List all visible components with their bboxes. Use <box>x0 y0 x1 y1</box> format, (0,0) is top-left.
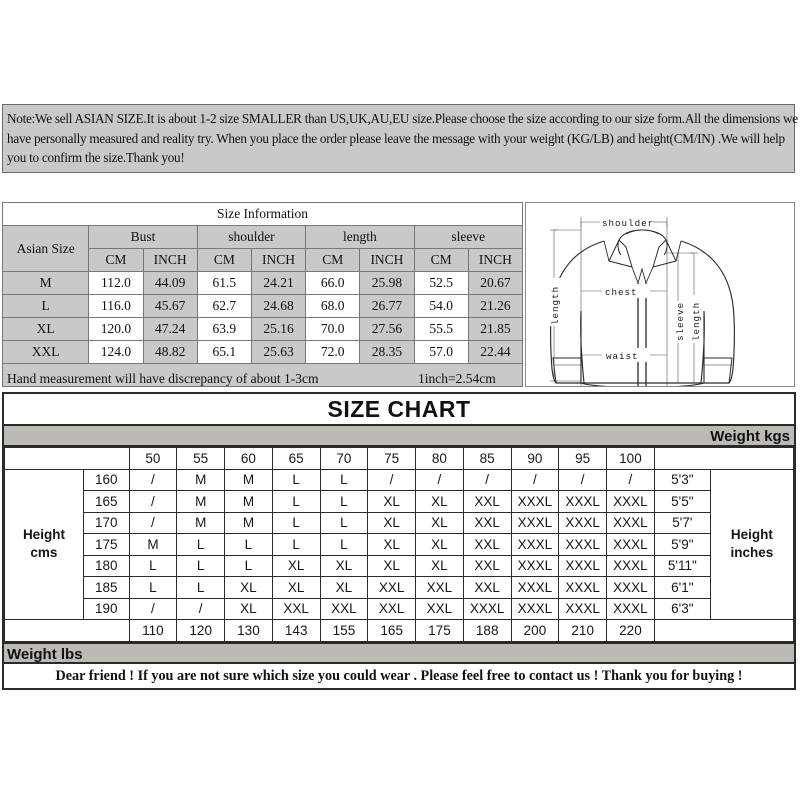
diagram-label-sleeve-length: length <box>691 301 702 341</box>
size-recommendation-cell: XXL <box>463 491 511 513</box>
unit-header-shoulder-inch: INCH <box>251 249 305 272</box>
size-recommendation-cell: M <box>225 469 273 491</box>
size-chart-section <box>2 392 796 690</box>
size-chart-row <box>5 555 794 577</box>
size-recommendation-cell: M <box>225 491 273 513</box>
measurement-cell: 21.85 <box>468 318 522 341</box>
size-recommendation-cell: M <box>177 491 225 513</box>
height-cm-cell: 185 <box>83 577 129 599</box>
size-chart-row <box>5 469 794 491</box>
measurement-cell: 52.5 <box>414 272 468 295</box>
unit-header-bust-inch: INCH <box>143 249 197 272</box>
weight-lb-footer-row <box>5 620 794 642</box>
size-recommendation-cell: L <box>272 469 320 491</box>
size-recommendation-cell: L <box>320 534 368 556</box>
size-information-row <box>3 318 523 341</box>
size-recommendation-cell: / <box>129 598 177 620</box>
asian-size-corner-header: Asian Size <box>3 226 89 272</box>
measurement-cell: 61.5 <box>197 272 251 295</box>
size-recommendation-cell: L <box>272 512 320 534</box>
size-recommendation-cell: XXXL <box>511 534 559 556</box>
size-information-footnote <box>3 364 523 387</box>
size-chart-row <box>5 491 794 513</box>
grid-header-corner-left <box>5 448 130 470</box>
size-recommendation-cell: XL <box>368 512 416 534</box>
size-recommendation-cell: XXXL <box>511 598 559 620</box>
size-recommendation-cell: M <box>129 534 177 556</box>
size-information-row <box>3 341 523 364</box>
size-chart-row <box>5 598 794 620</box>
weight-lb-footer-cell: 143 <box>272 620 320 642</box>
group-header-bust: Bust <box>89 226 197 249</box>
measurement-cell: 66.0 <box>306 272 360 295</box>
weight-lb-footer-cell: 210 <box>559 620 607 642</box>
size-recommendation-cell: XL <box>416 534 464 556</box>
size-information-group-header-row <box>3 226 523 249</box>
size-recommendation-cell: XL <box>225 577 273 599</box>
height-cm-cell: 170 <box>83 512 129 534</box>
note-line-1 <box>7 109 798 129</box>
size-information-title-row <box>3 203 523 226</box>
group-header-length: length <box>306 226 414 249</box>
size-label-cell: XL <box>3 318 89 341</box>
height-inches-cell: 5'7' <box>654 512 710 534</box>
measurement-cell: 47.24 <box>143 318 197 341</box>
measurement-cell: 63.9 <box>197 318 251 341</box>
size-recommendation-cell: L <box>272 491 320 513</box>
size-recommendation-cell: XXXL <box>607 512 655 534</box>
size-recommendation-cell: XXXL <box>511 577 559 599</box>
measurement-cell: 65.1 <box>197 341 251 364</box>
size-recommendation-cell: XXXL <box>607 555 655 577</box>
measurement-cell: 120.0 <box>89 318 143 341</box>
measurement-cell: 20.67 <box>468 272 522 295</box>
height-cm-cell: 180 <box>83 555 129 577</box>
measurement-cell: 25.16 <box>251 318 305 341</box>
size-recommendation-cell: / <box>177 598 225 620</box>
unit-header-length-cm: CM <box>306 249 360 272</box>
weight-kg-header-cell: 60 <box>225 448 273 470</box>
size-recommendation-cell: / <box>559 469 607 491</box>
size-recommendation-cell: XXXL <box>511 491 559 513</box>
unit-header-sleeve-cm: CM <box>414 249 468 272</box>
size-recommendation-cell: XXXL <box>559 491 607 513</box>
size-information-row <box>3 295 523 318</box>
height-inches-label-line-2: inches <box>730 545 774 561</box>
size-chart-row <box>5 534 794 556</box>
size-recommendation-cell: XXXL <box>607 577 655 599</box>
size-recommendation-cell: L <box>320 512 368 534</box>
size-recommendation-cell: M <box>177 512 225 534</box>
size-recommendation-cell: XXXL <box>559 555 607 577</box>
size-recommendation-cell: XXXL <box>559 512 607 534</box>
weight-lb-footer-cell: 220 <box>607 620 655 642</box>
unit-header-length-inch: INCH <box>360 249 414 272</box>
weight-kg-header-cell: 65 <box>272 448 320 470</box>
diagram-label-length: length <box>550 285 561 325</box>
size-recommendation-cell: / <box>463 469 511 491</box>
size-recommendation-cell: XXXL <box>463 598 511 620</box>
size-recommendation-cell: XL <box>368 491 416 513</box>
measurement-cell: 70.0 <box>306 318 360 341</box>
size-chart-row <box>5 512 794 534</box>
height-cms-side-label <box>5 469 84 620</box>
weight-kg-header-cell: 95 <box>559 448 607 470</box>
measurement-cell: 27.56 <box>360 318 414 341</box>
size-information-table <box>2 202 523 387</box>
size-recommendation-cell: XL <box>416 555 464 577</box>
size-recommendation-cell: L <box>129 577 177 599</box>
size-recommendation-cell: XL <box>320 555 368 577</box>
measurement-cell: 45.67 <box>143 295 197 318</box>
size-recommendation-cell: XL <box>225 598 273 620</box>
height-inches-cell: 6'3" <box>654 598 710 620</box>
weight-lbs-band-label: Weight lbs <box>4 642 794 664</box>
grid-header-corner-right <box>654 448 793 470</box>
size-recommendation-cell: XXXL <box>607 491 655 513</box>
size-recommendation-cell: / <box>607 469 655 491</box>
size-recommendation-cell: M <box>225 512 273 534</box>
size-recommendation-cell: / <box>129 469 177 491</box>
diagram-label-chest: chest <box>605 287 638 298</box>
grid-footer-corner-right <box>654 620 793 642</box>
size-recommendation-cell: XXL <box>368 598 416 620</box>
group-header-shoulder: shoulder <box>197 226 305 249</box>
unit-header-shoulder-cm: CM <box>197 249 251 272</box>
shirt-diagram-svg <box>526 203 794 386</box>
size-recommendation-cell: / <box>368 469 416 491</box>
note-line-1-part-a: Note:We sell ASIAN SIZE.It is about 1-2 size SMALLER than US,UK,AU,EU size.Please choose the size according to our size <box>7 111 655 126</box>
measurement-cell: 62.7 <box>197 295 251 318</box>
weight-kgs-band-label: Weight kgs <box>4 426 794 447</box>
size-recommendation-cell: XL <box>416 512 464 534</box>
measurement-cell: 57.0 <box>414 341 468 364</box>
measurement-cell: 72.0 <box>306 341 360 364</box>
weight-kg-header-row <box>5 448 794 470</box>
size-recommendation-cell: L <box>177 577 225 599</box>
diagram-label-sleeve: sleeve <box>675 301 686 341</box>
size-recommendation-cell: XXL <box>272 598 320 620</box>
size-information-table-wrapper <box>2 202 523 387</box>
measurement-cell: 68.0 <box>306 295 360 318</box>
size-recommendation-cell: XXXL <box>511 555 559 577</box>
measurement-cell: 28.35 <box>360 341 414 364</box>
weight-kg-header-cell: 70 <box>320 448 368 470</box>
shirt-measurement-diagram <box>525 202 795 387</box>
size-recommendation-cell: M <box>177 469 225 491</box>
size-recommendation-cell: XXXL <box>607 534 655 556</box>
height-inches-side-label <box>710 469 793 620</box>
weight-lb-footer-cell: 155 <box>320 620 368 642</box>
note-line-1-part-b: form.All the dimensions we <box>657 111 798 126</box>
size-recommendation-cell: / <box>416 469 464 491</box>
note-line-2 <box>7 129 792 149</box>
height-cms-label-line-2: cms <box>30 545 58 561</box>
height-cm-cell: 190 <box>83 598 129 620</box>
height-inches-cell: 5'9" <box>654 534 710 556</box>
weight-lb-footer-cell: 188 <box>463 620 511 642</box>
measurement-cell: 55.5 <box>414 318 468 341</box>
measurement-cell: 48.82 <box>143 341 197 364</box>
size-chart-row <box>5 577 794 599</box>
contact-footer-message: Dear friend ! If you are not sure which size you could wear . Please feel free to contact us ! Thank you for buying ! <box>4 664 794 688</box>
measurement-cell: 112.0 <box>89 272 143 295</box>
size-recommendation-cell: XL <box>368 534 416 556</box>
asian-size-note-block <box>2 104 798 173</box>
measurement-cell: 25.63 <box>251 341 305 364</box>
size-recommendation-cell: XL <box>272 577 320 599</box>
measurement-cell: 44.09 <box>143 272 197 295</box>
weight-lb-footer-cell: 120 <box>177 620 225 642</box>
size-recommendation-cell: L <box>320 491 368 513</box>
size-recommendation-cell: / <box>511 469 559 491</box>
size-recommendation-cell: L <box>272 534 320 556</box>
measurement-cell: 54.0 <box>414 295 468 318</box>
measurement-cell: 21.26 <box>468 295 522 318</box>
note-line-2-part-b: height(CM/IN) .We will help <box>638 130 785 146</box>
diagram-label-waist: waist <box>606 351 639 362</box>
height-inches-cell: 5'11" <box>654 555 710 577</box>
size-label-cell: L <box>3 295 89 318</box>
weight-lb-footer-cell: 200 <box>511 620 559 642</box>
size-information-footnote-row <box>3 364 523 387</box>
measurement-cell: 22.44 <box>468 341 522 364</box>
size-recommendation-cell: XL <box>272 555 320 577</box>
weight-lb-footer-cell: 165 <box>368 620 416 642</box>
size-label-cell: XXL <box>3 341 89 364</box>
height-inches-label-line-1: Height <box>730 527 773 543</box>
footnote-inch-conversion: 1inch=2.54cm <box>418 371 496 386</box>
size-recommendation-cell: L <box>225 534 273 556</box>
weight-lb-footer-cell: 130 <box>225 620 273 642</box>
weight-kg-header-cell: 55 <box>177 448 225 470</box>
size-recommendation-cell: XXL <box>463 534 511 556</box>
height-cm-cell: 165 <box>83 491 129 513</box>
size-recommendation-cell: XL <box>368 555 416 577</box>
footnote-hand-measurement: Hand measurement will have discrepancy of about 1-3cm <box>7 371 319 386</box>
size-recommendation-cell: XXXL <box>511 512 559 534</box>
size-recommendation-cell: L <box>225 555 273 577</box>
height-inches-cell: 5'5" <box>654 491 710 513</box>
weight-lb-footer-cell: 110 <box>129 620 177 642</box>
size-recommendation-cell: XXL <box>463 555 511 577</box>
weight-kg-header-cell: 75 <box>368 448 416 470</box>
size-recommendation-cell: XL <box>416 491 464 513</box>
size-recommendation-cell: XL <box>320 577 368 599</box>
size-recommendation-cell: XXXL <box>559 534 607 556</box>
size-recommendation-cell: XXXL <box>559 577 607 599</box>
height-cms-label-line-1: Height <box>22 527 65 543</box>
height-cm-cell: 175 <box>83 534 129 556</box>
size-recommendation-cell: XXXL <box>607 598 655 620</box>
weight-kg-header-cell: 50 <box>129 448 177 470</box>
unit-header-sleeve-inch: INCH <box>468 249 522 272</box>
size-recommendation-cell: XXL <box>463 512 511 534</box>
weight-lb-footer-cell: 175 <box>416 620 464 642</box>
weight-kg-header-cell: 80 <box>416 448 464 470</box>
size-chart-grid <box>4 447 794 642</box>
measurement-cell: 124.0 <box>89 341 143 364</box>
note-line-2-part-a: have personally measured and reality try. When you place the order please leave the message with your weight (KG/LB) and <box>7 130 636 146</box>
size-information-title: Size Information <box>3 203 523 226</box>
size-chart-title: SIZE CHART <box>4 394 794 426</box>
measurement-cell: 116.0 <box>89 295 143 318</box>
grid-footer-corner-left <box>5 620 130 642</box>
size-recommendation-cell: L <box>320 469 368 491</box>
size-recommendation-cell: XXL <box>463 577 511 599</box>
measurement-cell: 26.77 <box>360 295 414 318</box>
height-inches-cell: 6'1" <box>654 577 710 599</box>
weight-kg-header-cell: 100 <box>607 448 655 470</box>
diagram-label-shoulder: shoulder <box>602 218 655 229</box>
size-label-cell: M <box>3 272 89 295</box>
size-recommendation-cell: XXXL <box>559 598 607 620</box>
unit-header-bust-cm: CM <box>89 249 143 272</box>
height-inches-cell: 5'3" <box>654 469 710 491</box>
weight-kg-header-cell: 90 <box>511 448 559 470</box>
size-recommendation-cell: / <box>129 491 177 513</box>
size-recommendation-cell: L <box>177 534 225 556</box>
group-header-sleeve: sleeve <box>414 226 522 249</box>
measurement-cell: 24.21 <box>251 272 305 295</box>
size-recommendation-cell: L <box>129 555 177 577</box>
size-recommendation-cell: / <box>129 512 177 534</box>
size-information-row <box>3 272 523 295</box>
size-recommendation-cell: XXL <box>416 598 464 620</box>
measurement-cell: 25.98 <box>360 272 414 295</box>
height-cm-cell: 160 <box>83 469 129 491</box>
size-recommendation-cell: L <box>177 555 225 577</box>
size-recommendation-cell: XXL <box>368 577 416 599</box>
size-recommendation-cell: XXL <box>320 598 368 620</box>
measurement-cell: 24.68 <box>251 295 305 318</box>
weight-kg-header-cell: 85 <box>463 448 511 470</box>
size-recommendation-cell: XXL <box>416 577 464 599</box>
note-line-3: you to confirm the size.Thank you! <box>7 150 185 165</box>
